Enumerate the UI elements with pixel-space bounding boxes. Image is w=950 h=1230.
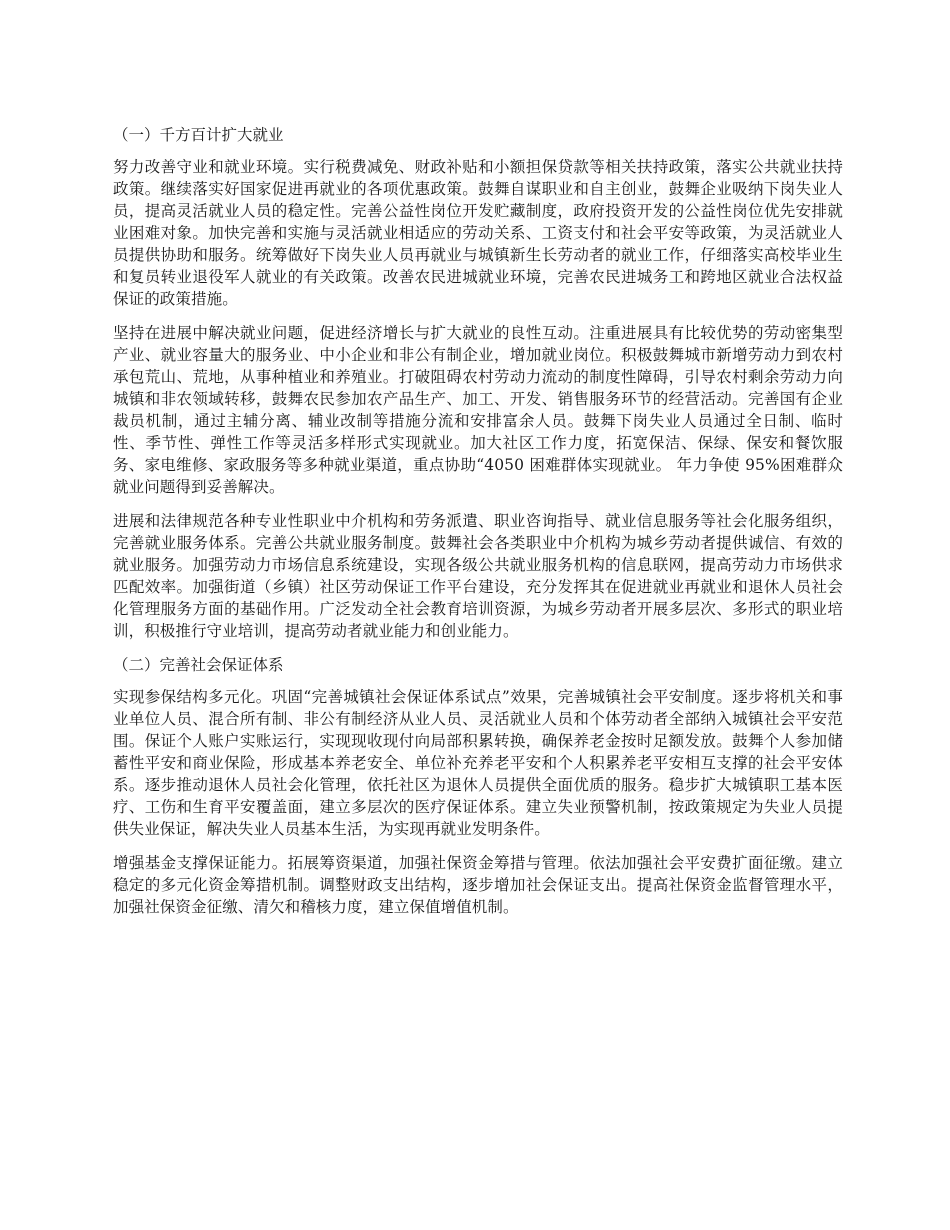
paragraph-insurance-structure: 实现参保结构多元化。巩固“完善城镇社会保证体系试点”效果，完善城镇社会平安制度。逐步将机关和事业单位人员、混合所有制、非公有制经济从业人员、灵活就业人员和个体劳动者全部纳入城镇社会平安范围。保证个人账户实账运行，实现现收现付向局部积累转换，确保养老金按时足额发放。鼓舞个人参加储蓄性平安和商业保险，形成基本养老安全、单位补充养老平安和个人积累养老平安相互支撑的社会平安体系。逐步推动退休人员社会化管理，依托社区为退休人员提供全面优质的服务。稳步扩大城镇职工基本医疗、工伤和生育平安覆盖面，建立多层次的医疗保证体系。建立失业预警机制，按政策规定为失业人员提供失业保证，解决失业人员基本生活，为实现再就业发明条件。 <box>113 688 843 838</box>
section-heading-social-security: （二）完善社会保证体系 <box>113 656 284 674</box>
section-heading-employment: （一）千方百计扩大就业 <box>113 126 284 144</box>
paragraph-employment-services: 进展和法律规范各种专业性职业中介机构和劳务派遣、职业咨询指导、就业信息服务等社会化服务组织，完善就业服务体系。完善公共就业服务制度。鼓舞社会各类职业中介机构为城乡劳动者提供诚信、有效的就业服务。加强劳动力市场信息系统建设，实现各级公共就业服务机构的信息联网，提高劳动力市场供求匹配效率。加强街道（乡镇）社区劳动保证工作平台建设，充分发挥其在促进就业再就业和退休人员社会化管理服务方面的基础作用。广泛发动全社会教育培训资源，为城乡劳动者开展多层次、多形式的职业培训，积极推行守业培训，提高劳动者就业能力和创业能力。 <box>113 512 843 640</box>
paragraph-fund-support: 增强基金支撑保证能力。拓展筹资渠道，加强社保资金筹措与管理。依法加强社会平安费扩面征缴。建立稳定的多元化资金筹措机制。调整财政支出结构，逐步增加社会保证支出。提高社保资金监督管理水平，加强社保资金征缴、清欠和稽核力度，建立保值增值机制。 <box>113 854 843 916</box>
document-page <box>113 124 843 930</box>
paragraph-employment-growth: 坚持在进展中解决就业问题，促进经济增长与扩大就业的良性互动。注重进展具有比较优势的劳动密集型产业、就业容量大的服务业、中小企业和非公有制企业，增加就业岗位。积极鼓舞城市新增劳动力到农村承包荒山、荒地，从事种植业和养殖业。打破阻碍农村劳动力流动的制度性障碍，引导农村剩余劳动力向城镇和非农领域转移，鼓舞农民参加农产品生产、加工、开发、销售服务环节的经营活动。完善国有企业裁员机制，通过主辅分离、辅业改制等措施分流和安排富余人员。鼓舞下岗失业人员通过全日制、临时性、季节性、弹性工作等灵活多样形式实现就业。加大社区工作力度，拓宽保洁、保绿、保安和餐饮服务、家电维修、家政服务等多种就业渠道，重点协助“4050 困难群体实现就业。 年力争使 95%困难群众就业问题得到妥善解决。 <box>113 324 843 496</box>
paragraph-employment-environment: 努力改善守业和就业环境。实行税费减免、财政补贴和小额担保贷款等相关扶持政策，落实公共就业扶持政策。继续落实好国家促进再就业的各项优惠政策。鼓舞自谋职业和自主创业，鼓舞企业吸纳下岗失业人员，提高灵活就业人员的稳定性。完善公益性岗位开发贮藏制度，政府投资开发的公益性岗位优先安排就业困难对象。加快完善和实施与灵活就业相适应的劳动关系、工资支付和社会平安等政策，为灵活就业人员提供协助和服务。统筹做好下岗失业人员再就业与城镇新生长劳动者的就业工作，仔细落实高校毕业生和复员转业退役军人就业的有关政策。改善农民进城就业环境，完善农民进城务工和跨地区就业合法权益保证的政策措施。 <box>113 158 843 308</box>
